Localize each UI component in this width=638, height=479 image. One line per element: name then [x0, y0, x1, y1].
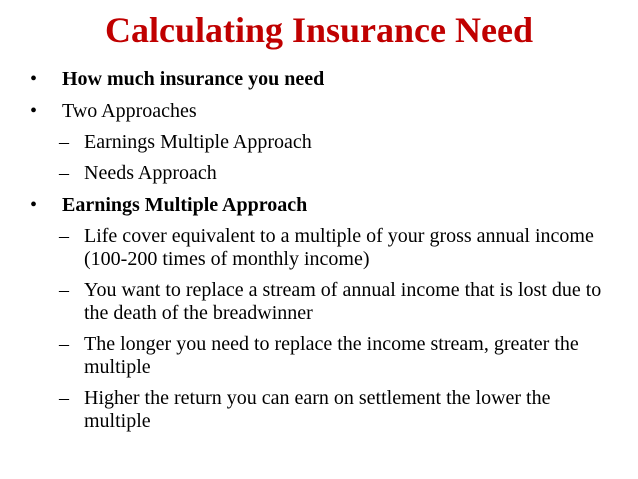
bullet-item [30, 68, 610, 91]
slide-title: Calculating Insurance Need [104, 10, 533, 50]
sub-bullet-item [59, 387, 610, 433]
bullet-list [30, 68, 610, 442]
sub-bullet-marker: – [59, 279, 69, 301]
sub-bullet-marker: – [59, 225, 69, 247]
sub-bullet-item [59, 131, 610, 154]
bullet-text: Two Approaches [62, 100, 197, 122]
sub-bullet-text: Needs Approach [84, 162, 217, 184]
sub-bullet-marker: – [59, 333, 69, 355]
sub-bullet-item [59, 333, 610, 379]
sub-bullet-item [59, 162, 610, 185]
sub-bullet-marker: – [59, 387, 69, 409]
sub-bullet-marker: – [59, 162, 69, 184]
bullet-marker: • [30, 194, 38, 216]
sub-bullet-text: Earnings Multiple Approach [84, 131, 312, 153]
sub-bullet-item [59, 279, 610, 325]
sub-bullet-text: Life cover equivalent to a multiple of your gross annual income (100-200 times of monthly income) [84, 225, 594, 270]
bullet-item [30, 194, 610, 433]
bullet-item [30, 100, 610, 185]
sub-bullet-list [59, 131, 610, 185]
bullet-marker: • [30, 100, 38, 122]
sub-bullet-text: You want to replace a stream of annual income that is lost due to the death of the breadwinner [84, 279, 602, 324]
sub-bullet-list [59, 225, 610, 433]
sub-bullet-marker: – [59, 131, 69, 153]
sub-bullet-text: Higher the return you can earn on settlement the lower the multiple [84, 387, 551, 432]
sub-bullet-text: The longer you need to replace the income stream, greater the multiple [84, 333, 579, 378]
bullet-text: Earnings Multiple Approach [62, 194, 308, 216]
sub-bullet-item [59, 225, 610, 271]
bullet-marker: • [30, 68, 38, 90]
bullet-text: How much insurance you need [62, 68, 325, 90]
